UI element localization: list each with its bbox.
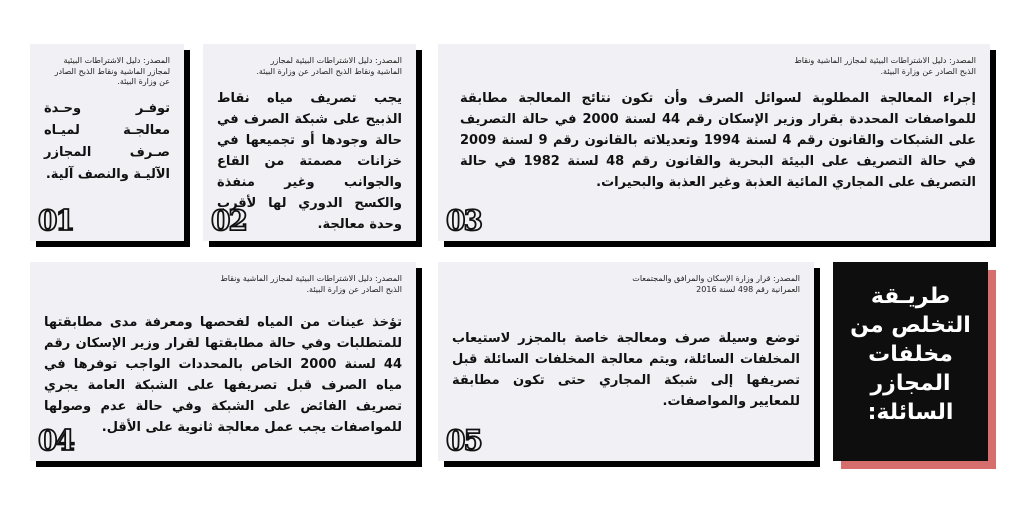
card-source: المصدر: قرار وزارة الإسكان والمرافق والمجتمعات العمرانية رقم 498 لسنة 2016 (632, 274, 800, 294)
section-title (833, 262, 988, 461)
card-02 (203, 44, 416, 241)
card-04 (30, 262, 416, 461)
card-source: المصدر: دليل الاشتراطات البيئية لمجازر الماشية ونقاط الذبح الصادر عن وزارة البيئة. (256, 56, 402, 76)
card-number: 04 (38, 424, 73, 457)
card-source: المصدر: دليل الاشتراطات البيئية لمجازر الماشية ونقاط الذبح الصادر عن وزارة البيئة. (220, 274, 402, 294)
card-number: 05 (446, 424, 481, 457)
card-05 (438, 262, 814, 461)
title-line: مخلفات (868, 342, 953, 367)
card-number: 03 (446, 204, 481, 237)
card-text: توفـر وحـدة معالجـة لميـاه صـرف المجازر الآليـة والنصف آلية. (44, 101, 170, 182)
card-source: المصدر: دليل الاشتراطات البيئية لمجازر الماشية ونقاط الذبح الصادر عن وزارة البيئة. (54, 56, 170, 86)
card-number: 01 (38, 204, 73, 237)
card-text: تؤخذ عينات من المياه لفحصها ومعرفة مدى مطابقتها للمتطلبات وفي حالة مطابقتها لقرار وزير الإسكان رقم 44 لسنة 2000 الخاص بالمحددات الواجب توفرها في مياه الصرف قبل تصريفها على الشبكة العامة يجري تصريف الفائض على الشبكة وفي حالة عدم وصولها للمواصفات يجب عمل معالجة ثانوية على الأقل. (44, 315, 402, 435)
card-source: المصدر: دليل الاشتراطات البيئية لمجازر الماشية ونقاط الذبح الصادر عن وزارة البيئة. (794, 56, 976, 76)
title-line: طريـقة (870, 284, 951, 309)
card-03 (438, 44, 990, 241)
title-line: السائلة: (867, 400, 954, 425)
card-text: يجب تصريف مياه نقاط الذبيح على شبكة الصرف في حالة وجودها أو تجميعها في خزانات مصمتة من القاع والجوانب وغير منفذة والكسح الدوري لها لأقرب وحدة معالجة. (217, 91, 402, 232)
title-line: التخلص من (850, 313, 971, 338)
title-line: المجازر (870, 371, 951, 396)
card-number: 02 (211, 204, 246, 237)
card-text: إجراء المعالجة المطلوبة لسوائل الصرف وأن تكون نتائج المعالجة مطابقة للمواصفات المحددة بقرار وزير الإسكان رقم 44 لسنة 2000 في حالة التصريف على الشبكات والقانون رقم 4 لسنة 1994 وتعديلاته بالقانون رقم 9 لسنة 2009 في حالة التصريف على البيئة البحرية والقانون رقم 48 لسنة 1982 في حالة التصريف على المجاري المائية العذبة وغير العذبة والبحيرات. (460, 91, 976, 190)
card-text: توضع وسيلة صرف ومعالجة خاصة بالمجزر لاستيعاب المخلفات السائلة، ويتم معالجة المخلفات السائلة قبل تصريفها إلى شبكة المجاري حتى تكون مطابقة للمعايير والمواصفات. (452, 331, 800, 409)
card-01 (30, 44, 184, 241)
